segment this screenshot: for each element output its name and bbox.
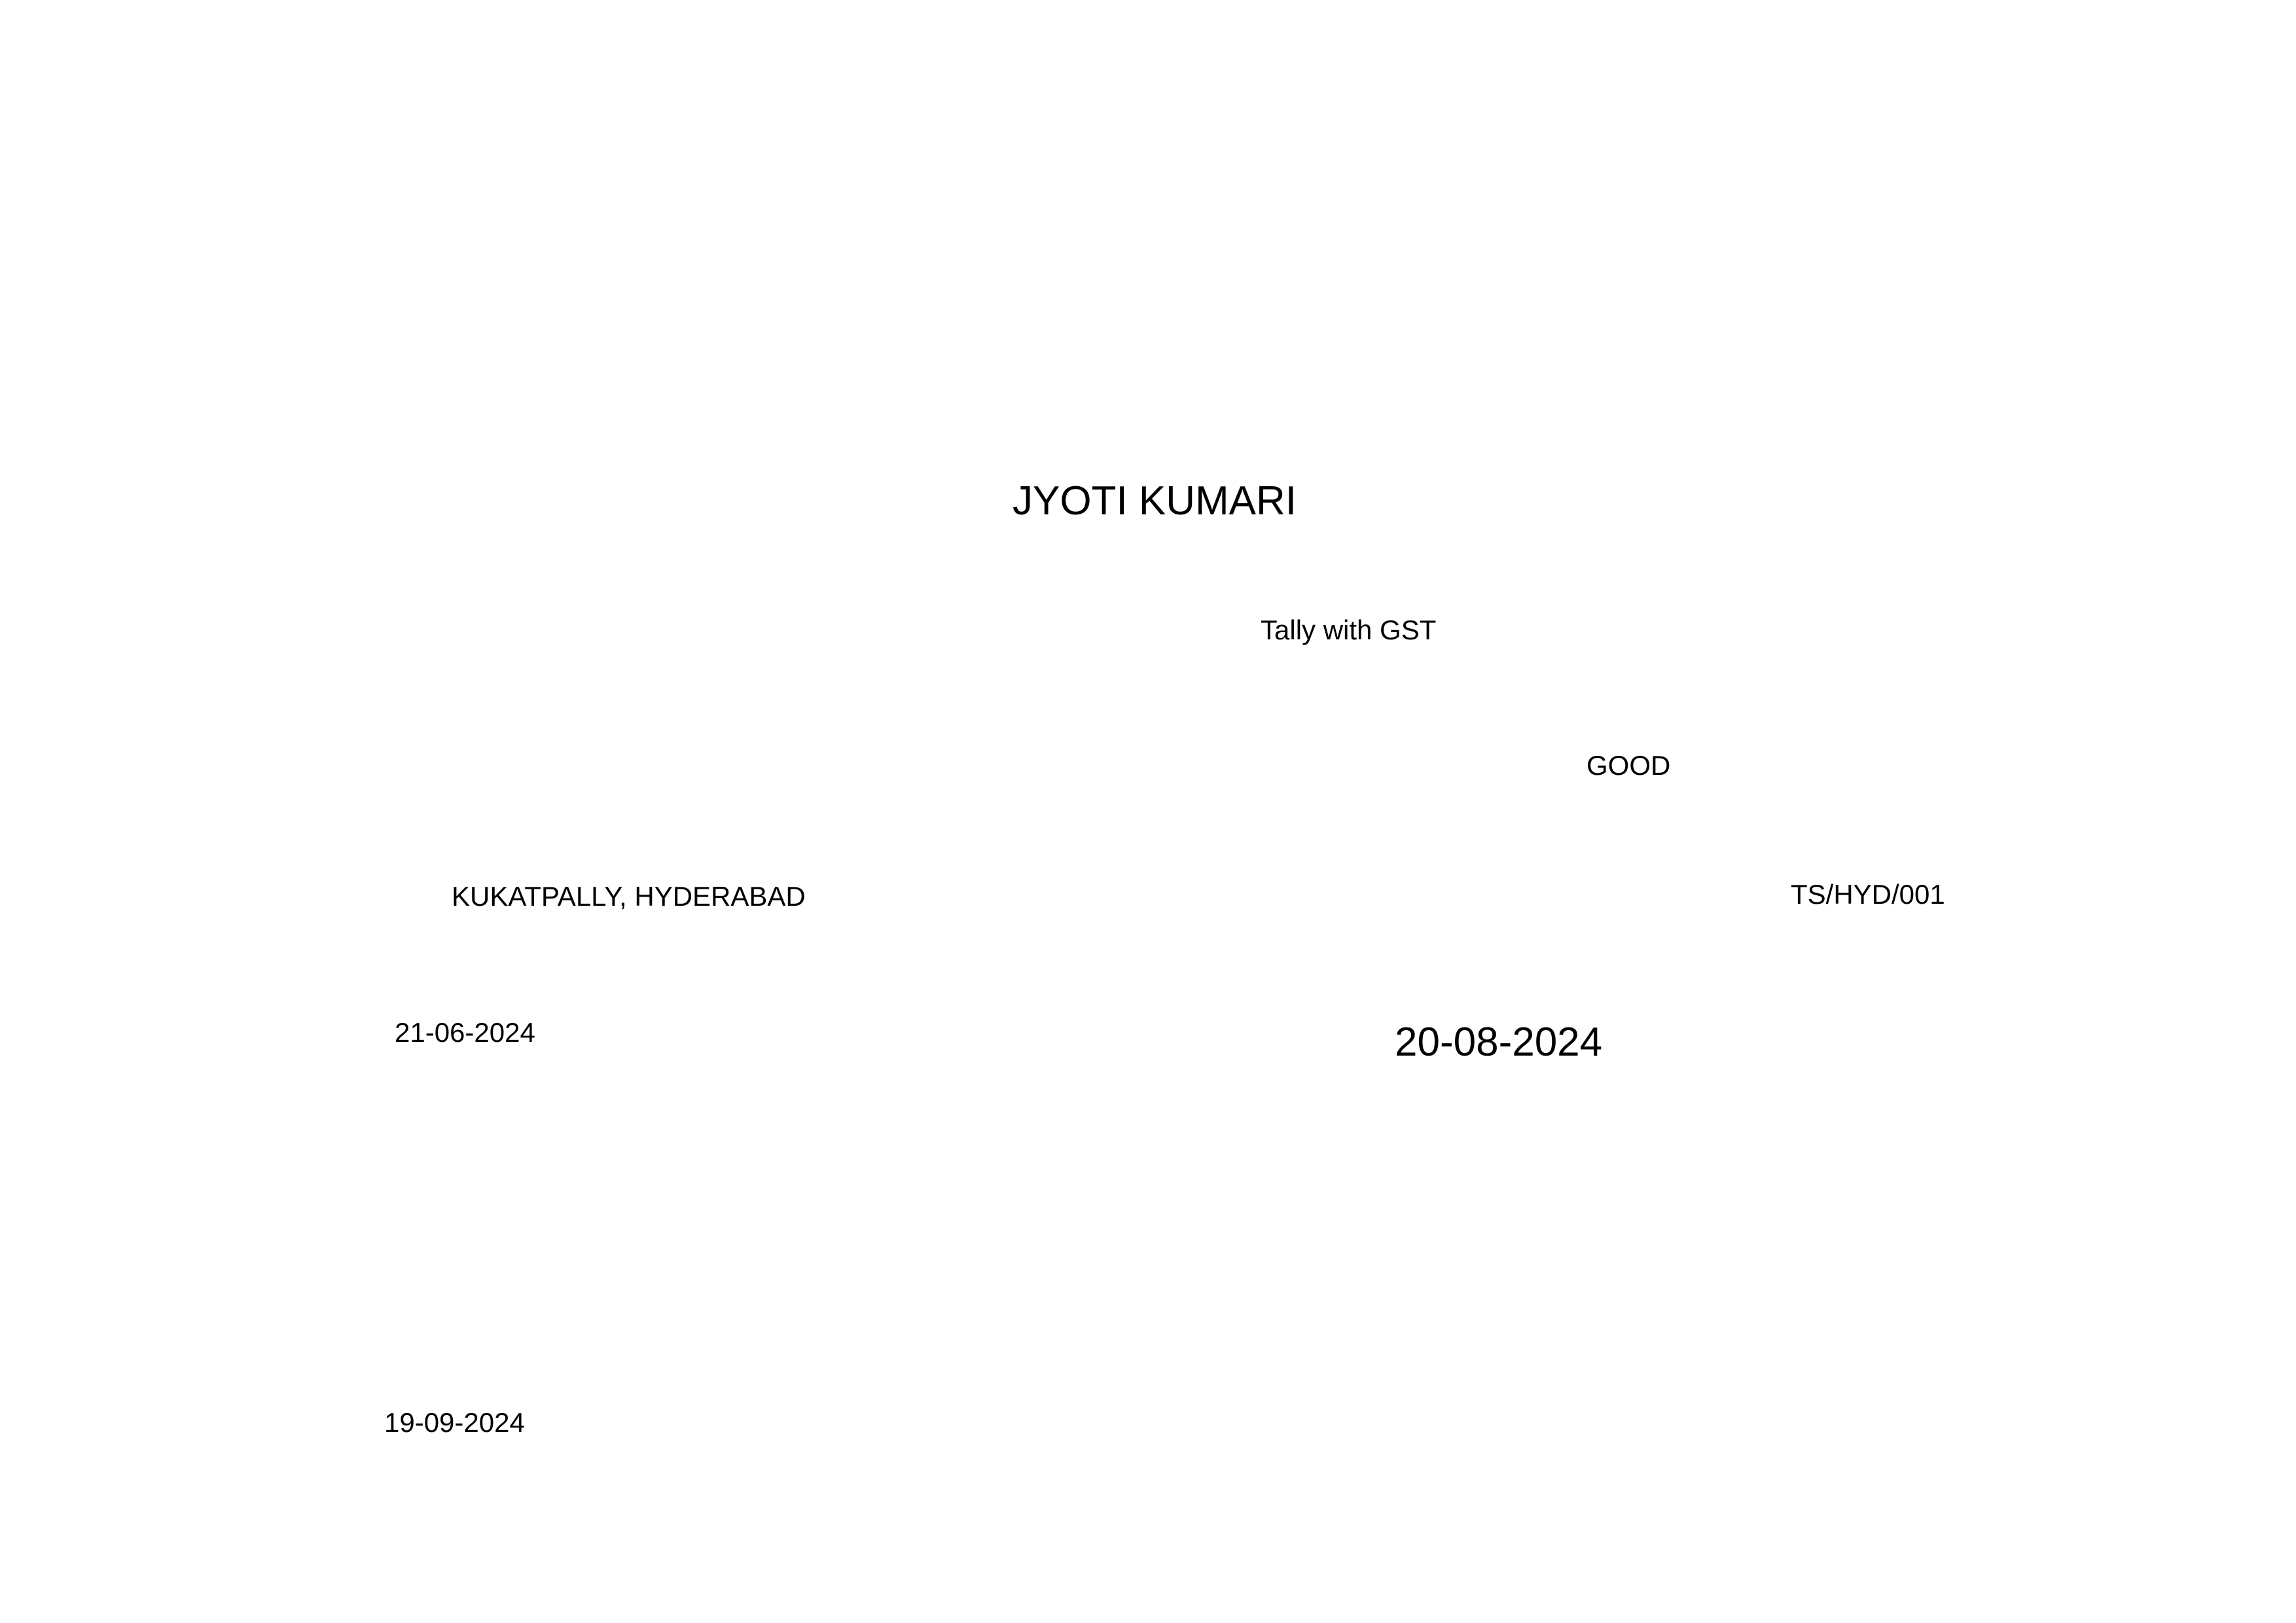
issue-date: 19-09-2024 (384, 1407, 525, 1438)
center-location: KUKATPALLY, HYDERABAD (452, 881, 806, 912)
end-date: 20-08-2024 (1395, 1020, 1603, 1065)
student-name: JYOTI KUMARI (1013, 478, 1297, 524)
start-date: 21-06-2024 (395, 1017, 535, 1048)
center-code: TS/HYD/001 (1791, 879, 1945, 910)
grade: GOOD (1587, 750, 1671, 781)
course-name: Tally with GST (1261, 615, 1437, 645)
